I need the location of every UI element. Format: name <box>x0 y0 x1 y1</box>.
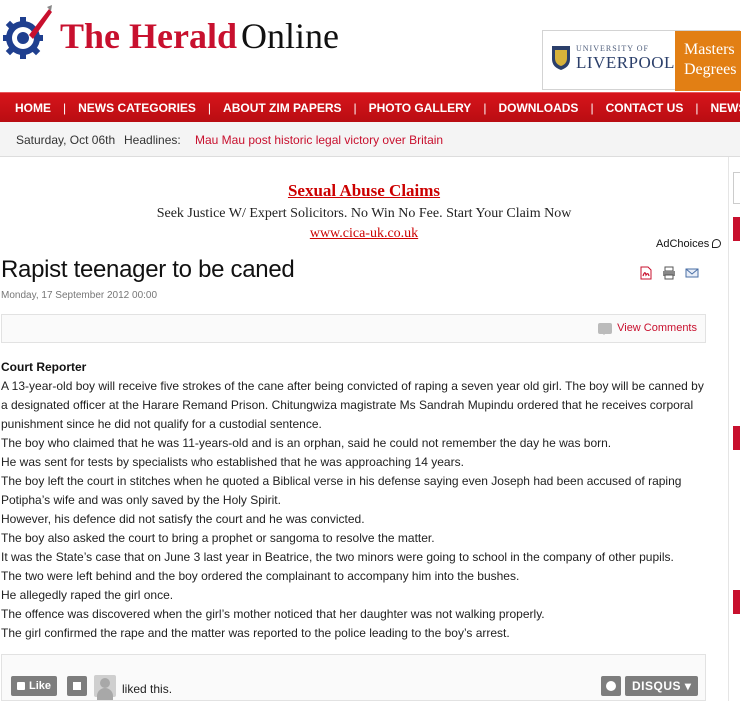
nav-item-newspapers[interactable]: NEWSP <box>710 101 754 115</box>
date-headline-bar <box>0 122 740 157</box>
disqus-reactions-bar <box>1 654 706 701</box>
disqus-brand-label: DISQUS <box>632 679 682 693</box>
comments-bar <box>1 314 706 343</box>
site-header <box>0 0 740 92</box>
logo-word-herald: The Herald <box>60 16 237 56</box>
sidebar-header-tab[interactable] <box>733 217 740 241</box>
sidebar-header-tab[interactable] <box>733 426 740 450</box>
article-byline: Court Reporter <box>1 360 87 374</box>
article-body <box>1 377 706 643</box>
site-logo[interactable] <box>60 14 339 58</box>
adchoices-link[interactable] <box>656 238 721 250</box>
pdf-icon[interactable] <box>639 266 653 280</box>
headline-ticker-link[interactable]: Mau Mau post historic legal victory over Britain <box>195 133 444 147</box>
nav-separator: | <box>207 101 212 115</box>
article-paragraph: The boy who claimed that he was 11-years-old and is an orphan, said he could not remember the day he was born. <box>1 436 612 450</box>
article-paragraph: It was the State’s case that on June 3 last year in Beatrice, the two minors were going to school in the company of other pupils. <box>1 550 674 564</box>
headlines-label: Headlines: <box>124 133 181 147</box>
view-comments-link[interactable] <box>598 322 697 334</box>
nav-separator: | <box>63 101 67 115</box>
article-paragraph: The boy left the court in stitches when he quoted a Biblical verse in his defense saying even Joseph had been accused of raping Potipha’s wife and was only saved by the Holy Spirit. <box>1 474 682 507</box>
email-icon[interactable] <box>685 266 699 280</box>
user-icon <box>606 681 616 691</box>
ad-university-of: UNIVERSITY OF <box>576 44 649 53</box>
article-paragraph: The two were left behind and the boy ordered the complainant to accompany him into the bushes. <box>1 569 520 583</box>
comment-bubble-icon <box>598 323 612 334</box>
nav-item-home[interactable]: HOME <box>15 101 51 115</box>
disqus-user-button[interactable] <box>601 676 621 696</box>
article-paragraph: A 13-year-old boy will receive five strokes of the cane after being convicted of raping a seven year old girl. The boy will be canned by a designated officer at the Harare Remand Prison. Chitungwiza magistrate Ms Sandrah Mupindu ordered that he receives corporal punishment since he did not qualify for a custodial sentence. <box>1 379 704 431</box>
liked-this-text: liked this. <box>122 682 173 696</box>
adchoices-icon <box>712 239 721 248</box>
article-tools <box>639 266 699 280</box>
article-paragraph: The boy also asked the court to bring a prophet or sangoma to resolve the matter. <box>1 531 435 545</box>
thumbs-up-icon <box>17 682 25 690</box>
article-paragraph: He was sent for tests by specialists who established that he was approaching 14 years. <box>1 455 464 469</box>
article-paragraph: He allegedly raped the girl once. <box>1 588 174 602</box>
article-date: Monday, 17 September 2012 00:00 <box>1 290 158 301</box>
nav-separator: | <box>590 101 594 115</box>
article-paragraph: However, his defence did not satisfy the court and he was convicted. <box>1 512 365 526</box>
herald-gear-logo-icon[interactable] <box>3 5 53 60</box>
dislike-button[interactable] <box>67 676 87 696</box>
ad-university-name: LIVERPOOL <box>576 53 675 72</box>
nav-item-downloads[interactable]: DOWNLOADS <box>498 101 579 115</box>
nav-item-contact-us[interactable]: CONTACT US <box>605 101 684 115</box>
article-paragraph: The girl confirmed the rape and the matter was reported to the police leading to the boy’s arrest. <box>1 626 510 640</box>
user-avatar[interactable] <box>94 675 116 697</box>
nav-item-photo-gallery[interactable]: PHOTO GALLERY <box>368 101 472 115</box>
current-date: Saturday, Oct 06th <box>16 133 116 147</box>
ad-cta-panel[interactable] <box>675 31 741 91</box>
ad-title-link[interactable]: Sexual Abuse Claims <box>287 181 441 200</box>
nav-separator: | <box>695 101 699 115</box>
ad-cta-line2: Degrees <box>684 61 737 78</box>
nav-separator: | <box>483 101 487 115</box>
nav-item-about-zim-papers[interactable]: ABOUT ZIM PAPERS <box>223 101 342 115</box>
university-crest-icon <box>551 45 571 71</box>
ad-url-link[interactable]: www.cica-uk.co.uk <box>309 226 419 241</box>
disqus-menu-button[interactable]: DISQUS ▾ <box>625 676 698 696</box>
nav-separator: | <box>353 101 357 115</box>
main-nav <box>0 92 754 122</box>
nav-item-news-categories[interactable]: NEWS CATEGORIES <box>78 101 196 115</box>
print-icon[interactable] <box>662 266 676 280</box>
article-title: Rapist teenager to be caned <box>1 256 295 283</box>
article-paragraph: The offence was discovered when the girl’s mother noticed that her daughter was not walking properly. <box>1 607 545 621</box>
like-button-label: Like <box>29 680 52 692</box>
sidebar-box <box>733 172 740 204</box>
ad-description: Seek Justice W/ Expert Solicitors. No Win No Fee. Start Your Claim Now <box>156 206 572 221</box>
ad-cta-line1: Masters <box>684 41 735 58</box>
sexual-abuse-ad <box>0 178 728 244</box>
liverpool-ad-banner[interactable] <box>542 30 740 90</box>
sidebar-header-tab[interactable] <box>733 590 740 614</box>
adchoices-label: AdChoices <box>656 238 710 250</box>
logo-word-online: Online <box>241 16 339 56</box>
thumbs-down-icon <box>73 682 81 690</box>
view-comments-label: View Comments <box>617 322 697 334</box>
like-button[interactable] <box>11 676 57 696</box>
